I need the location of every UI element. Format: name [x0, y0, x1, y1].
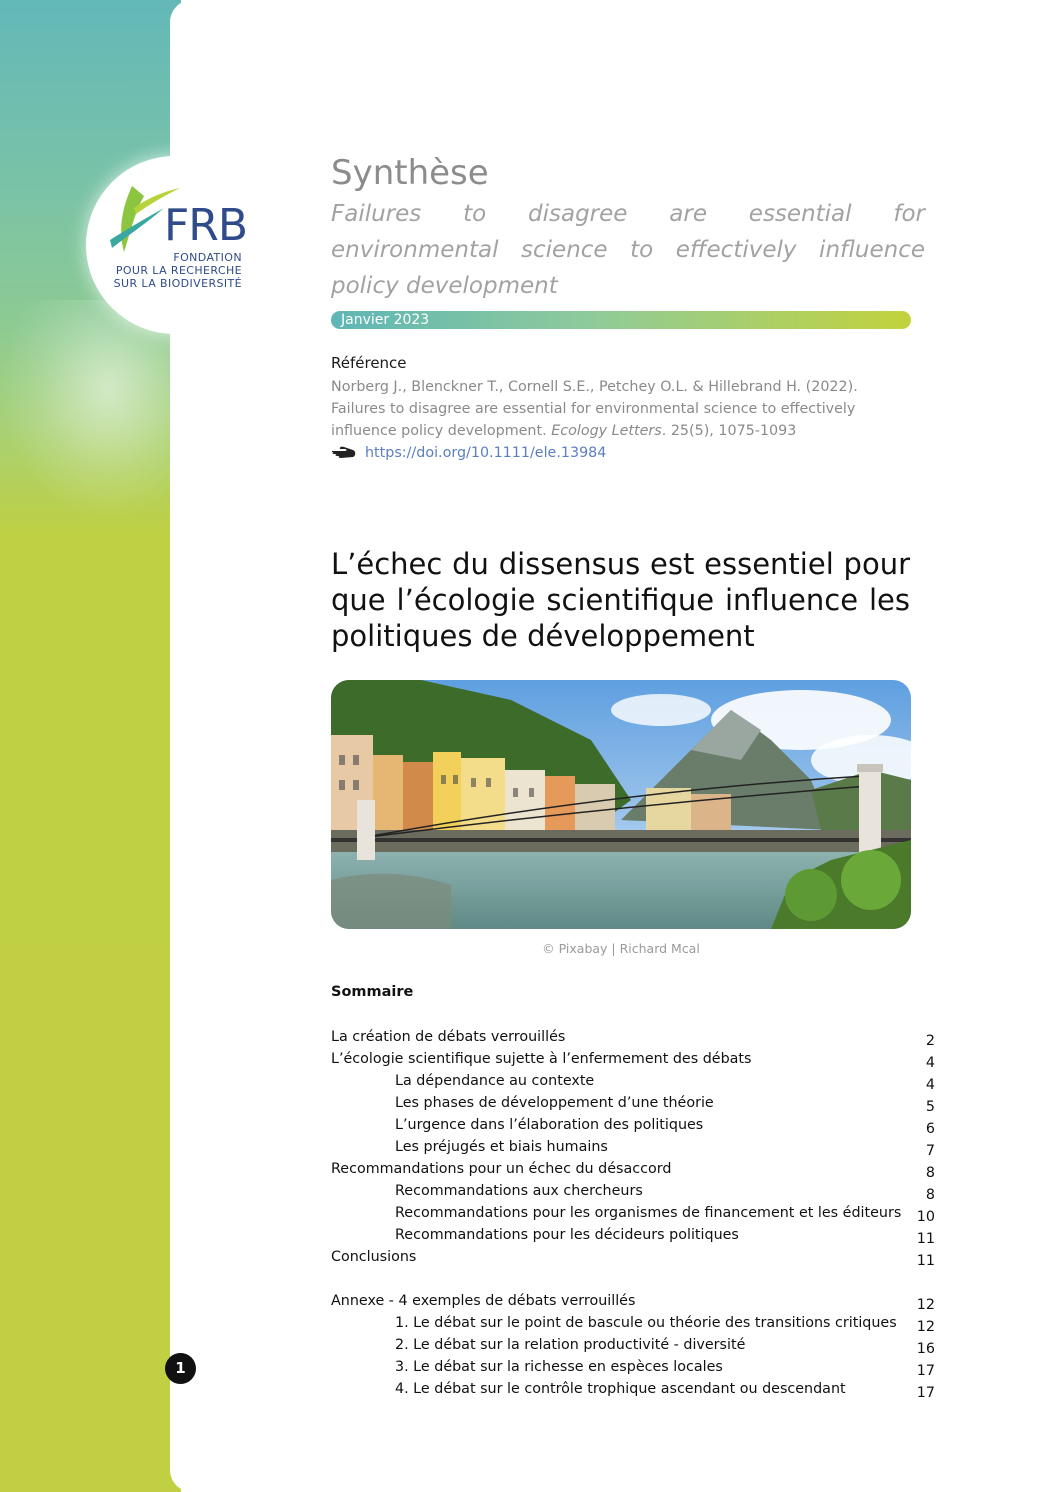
reference-title: Référence: [331, 354, 407, 372]
toc-entry[interactable]: [331, 1092, 935, 1114]
citation-tail: . 25(5), 1075-1093: [661, 423, 797, 439]
toc-entry[interactable]: [331, 1048, 935, 1070]
toc-entry-page: 12: [916, 1319, 935, 1335]
toc-entry[interactable]: [331, 1378, 935, 1400]
toc-entry-label: La création de débats verrouillés: [331, 1029, 566, 1045]
toc-entry[interactable]: [331, 1224, 935, 1246]
logo-wordmark: FRB: [164, 200, 248, 251]
toc-entry[interactable]: [331, 1356, 935, 1378]
logo-line-2: POUR LA RECHERCHE: [115, 264, 242, 277]
toc-entry[interactable]: [331, 1070, 935, 1092]
toc-entry-label: 2. Le débat sur la relation productivité - diversité: [395, 1337, 746, 1353]
toc-entry-page: 11: [916, 1253, 935, 1269]
toc-entry[interactable]: [331, 1290, 935, 1312]
toc-entry-page: 2: [925, 1033, 935, 1049]
toc-entry-label: Les préjugés et biais humains: [395, 1139, 608, 1155]
toc-entry-label: Conclusions: [331, 1249, 417, 1265]
toc-entry[interactable]: [331, 1158, 935, 1180]
toc-entry-page: 8: [925, 1187, 935, 1203]
sommaire-title: Sommaire: [331, 984, 414, 1000]
toc-entry-label: Recommandations pour un échec du désaccord: [331, 1161, 672, 1177]
logo-subtitle: [104, 251, 242, 290]
reference-citation: [331, 376, 916, 442]
photo-illustration: [331, 680, 911, 929]
toc-entry[interactable]: [331, 1180, 935, 1202]
toc-entry-label: Les phases de développement d’une théorie: [395, 1095, 714, 1111]
toc-entry-page: 8: [925, 1165, 935, 1181]
grenoble-bridge-photo: [331, 680, 911, 929]
toc-entry[interactable]: [331, 1114, 935, 1136]
toc-entry[interactable]: [331, 1246, 935, 1268]
toc-entry-page: 4: [925, 1055, 935, 1071]
toc-entry-label: La dépendance au contexte: [395, 1073, 595, 1089]
logo-line-3: SUR LA BIODIVERSITÉ: [113, 277, 242, 290]
toc-entry-page: 12: [916, 1297, 935, 1313]
toc-entry-page: 16: [916, 1341, 935, 1357]
doi-link[interactable]: https://doi.org/10.1111/ele.13984: [365, 445, 607, 461]
toc-entry-page: 11: [916, 1231, 935, 1247]
toc-entry[interactable]: [331, 1136, 935, 1158]
toc-entry[interactable]: [331, 1202, 935, 1224]
document-subtitle: Failures to disagree are essential for environmental science to effectively influence policy development: [331, 201, 925, 299]
page-number-badge: 1: [165, 1353, 196, 1384]
citation-main: Norberg J., Blenckner T., Cornell S.E., Petchey O.L. & Hillebrand H. (2022). Failures to disagree are essential for environmental science to effectively influence policy development.: [331, 379, 858, 439]
toc-entry-page: 7: [925, 1143, 935, 1159]
document-kind: Synthèse: [331, 153, 489, 193]
toc-entry-page: 10: [916, 1209, 935, 1225]
toc-entry-label: L’urgence dans l’élaboration des politiques: [395, 1117, 704, 1133]
toc-entry-page: 4: [925, 1077, 935, 1093]
toc-entry[interactable]: [331, 1026, 935, 1048]
sidebar-nature-illustration: [0, 300, 181, 520]
toc-entry-page: 6: [925, 1121, 935, 1137]
toc-entry-label: 3. Le débat sur la richesse en espèces locales: [395, 1359, 723, 1375]
toc-entry-label: Recommandations pour les décideurs politiques: [395, 1227, 739, 1243]
toc-entry-label: L’écologie scientifique sujette à l’enfermement des débats: [331, 1051, 752, 1067]
toc-entry[interactable]: [331, 1334, 935, 1356]
main-title: L’échec du dissensus est essentiel pour que l’écologie scientifique influence les politiques de développement: [331, 547, 910, 653]
date-label: Janvier 2023: [341, 312, 430, 328]
toc-spacer: [331, 1268, 935, 1290]
toc-entry-page: 17: [916, 1363, 935, 1379]
toc-entry-page: 17: [916, 1385, 935, 1401]
toc-entry-page: 5: [925, 1099, 935, 1115]
toc-entry-label: Recommandations aux chercheurs: [395, 1183, 643, 1199]
citation-journal: Ecology Letters: [551, 423, 662, 439]
table-of-contents: [331, 1026, 935, 1400]
toc-entry-label: 1. Le débat sur le point de bascule ou théorie des transitions critiques: [395, 1315, 897, 1331]
logo-line-1: FONDATION: [173, 251, 242, 264]
photo-credit: © Pixabay | Richard Mcal: [542, 941, 700, 956]
toc-entry-label: Recommandations pour les organismes de financement et les éditeurs: [395, 1205, 902, 1221]
pointing-hand-icon: [331, 446, 357, 460]
toc-entry-label: Annexe - 4 exemples de débats verrouillés: [331, 1293, 636, 1309]
toc-entry-label: 4. Le débat sur le contrôle trophique ascendant ou descendant: [395, 1381, 846, 1397]
doi-row: [331, 442, 606, 464]
toc-entry[interactable]: [331, 1312, 935, 1334]
